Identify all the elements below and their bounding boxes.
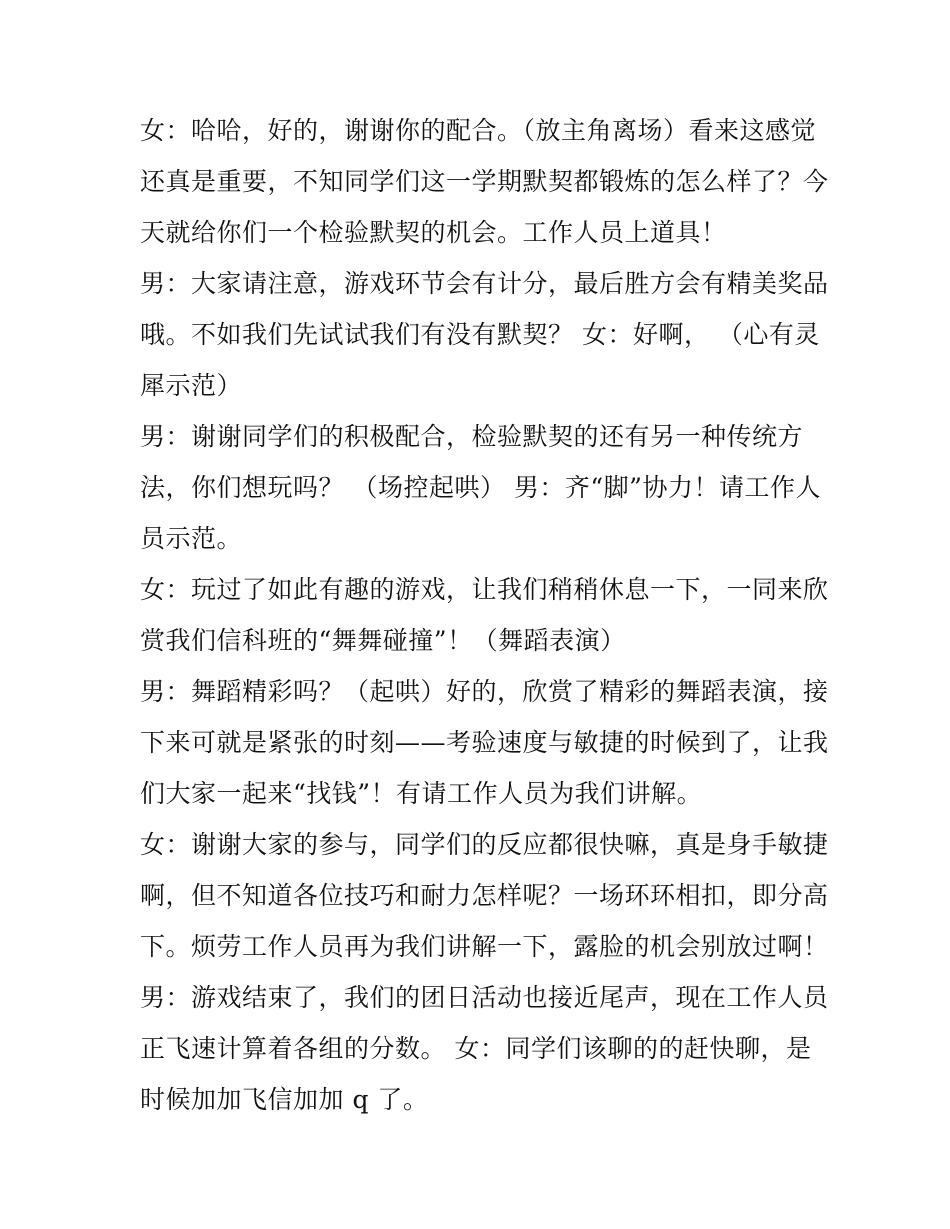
text-line: 女：哈哈，好的，谢谢你的配合。（放主角离场）看来这感觉 (140, 116, 817, 145)
document-body (140, 105, 829, 1125)
text-line: 法，你们想玩吗？ （场控起哄） 男：齐“脚”协力！请工作人 (140, 473, 821, 502)
text-line: 下来可就是紧张的时刻——考验速度与敏捷的时候到了，让我 (140, 728, 829, 757)
text-line: 还真是重要，不知同学们这一学期默契都锻炼的怎么样了？今 (140, 167, 829, 196)
text-line: 正飞速计算着各组的分数。 女：同学们该聊的的赶快聊，是 (140, 1034, 812, 1063)
text-line: 哦。不如我们先试试我们有没有默契？ 女：好啊， （心有灵 (140, 320, 820, 349)
text-line: 员示范。 (140, 524, 243, 553)
text-line: 赏我们信科班的“舞舞碰撞”！（舞蹈表演） (140, 626, 626, 655)
text-line: 时候加加飞信加加 q 了。 (140, 1085, 429, 1114)
text-line: 男：游戏结束了，我们的团日活动也接近尾声，现在工作人员 (140, 983, 829, 1012)
text-line: 男：大家请注意，游戏环节会有计分，最后胜方会有精美奖品 (140, 269, 829, 298)
text-line: 犀示范） (140, 371, 243, 400)
text-line: 们大家一起来“找钱”！有请工作人员为我们讲解。 (140, 779, 703, 808)
text-line: 下。烦劳工作人员再为我们讲解一下，露脸的机会别放过啊！ (140, 932, 829, 961)
text-line: 女：玩过了如此有趣的游戏，让我们稍稍休息一下，一同来欣 (140, 575, 829, 604)
text-line: 女：谢谢大家的参与，同学们的反应都很快嘛，真是身手敏捷 (140, 830, 829, 859)
text-line: 天就给你们一个检验默契的机会。工作人员上道具！ (140, 218, 727, 247)
text-line: 啊，但不知道各位技巧和耐力怎样呢？一场环环相扣，即分高 (140, 881, 829, 910)
text-line: 男：舞蹈精彩吗？（起哄）好的，欣赏了精彩的舞蹈表演，接 (140, 677, 829, 706)
text-line: 男：谢谢同学们的积极配合，检验默契的还有另一种传统方 (140, 422, 804, 451)
